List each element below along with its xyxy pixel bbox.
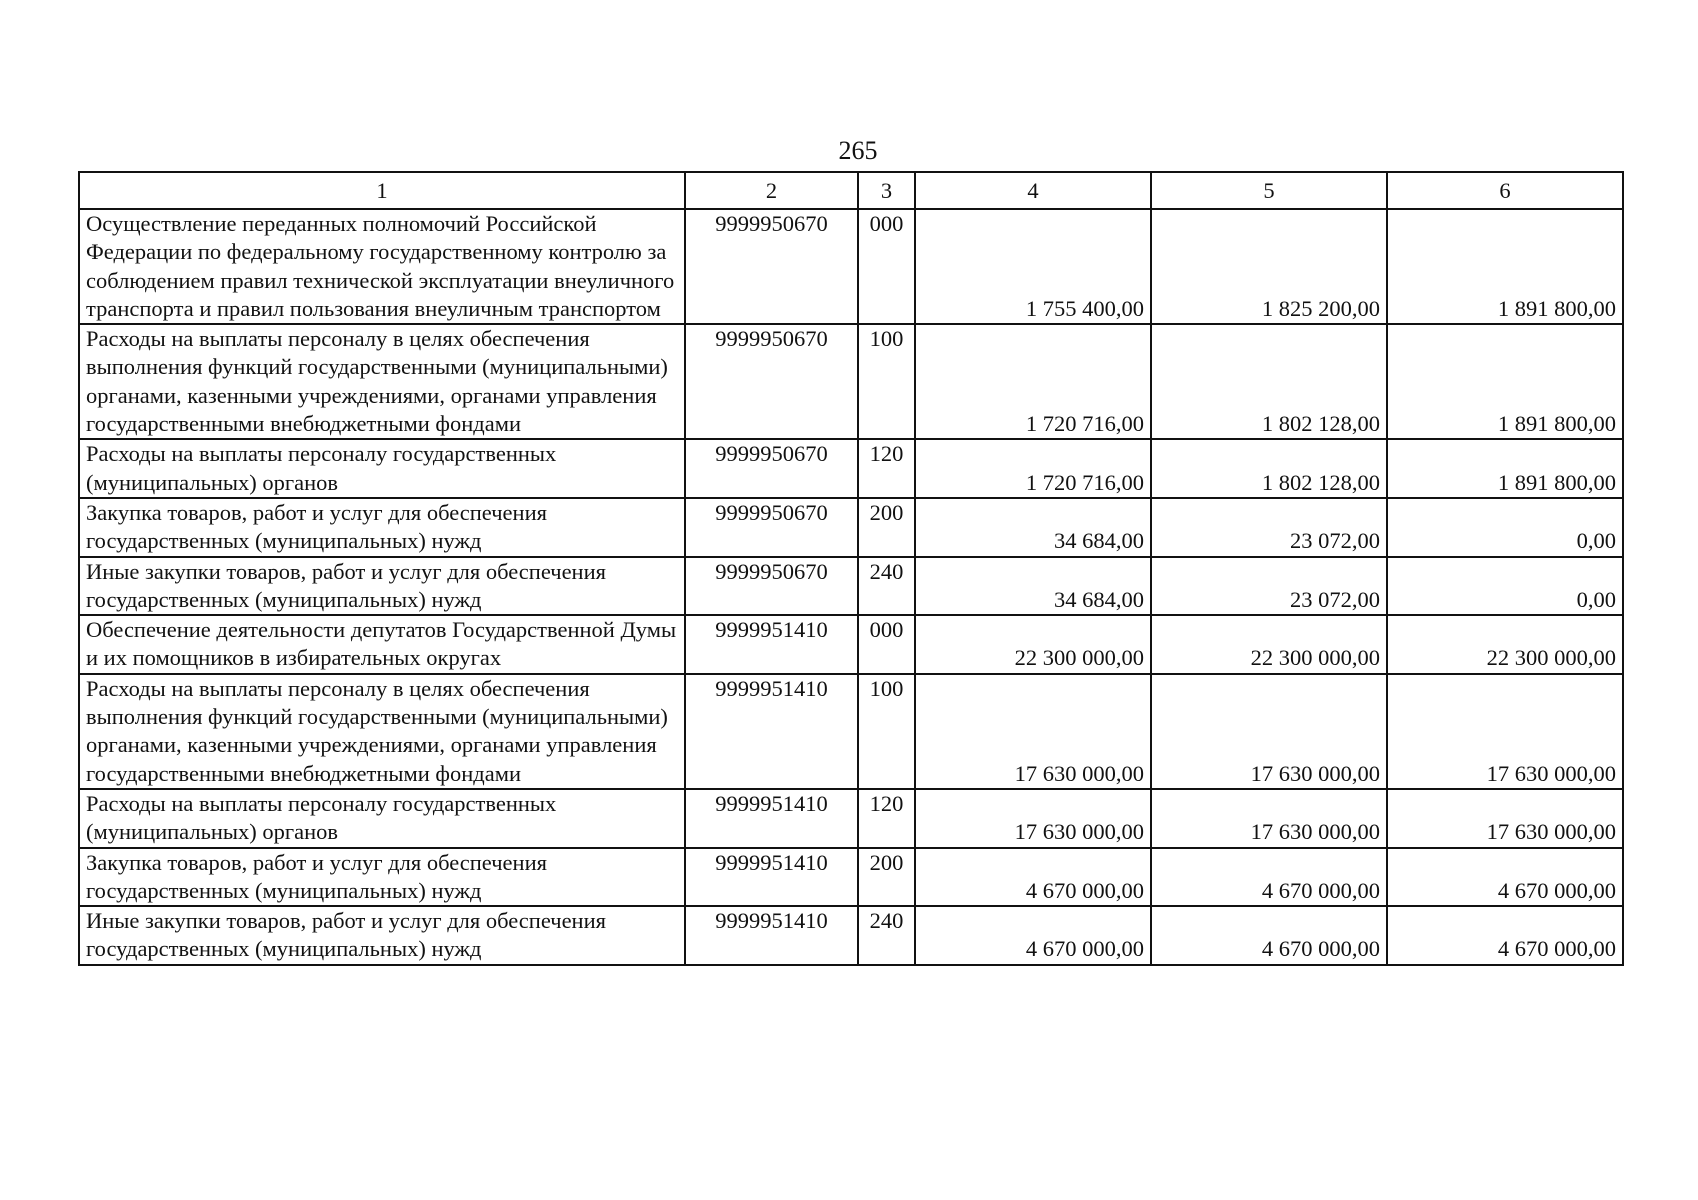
amount-col-6: 22 300 000,00 [1387,615,1623,674]
amount-col-6: 4 670 000,00 [1387,848,1623,907]
expense-type-code: 100 [858,674,915,789]
table-row [79,498,1623,557]
target-article-code: 9999950670 [685,439,858,498]
amount-col-5: 1 802 128,00 [1151,324,1387,439]
column-header: 5 [1151,172,1387,209]
expense-type-code: 240 [858,906,915,965]
amount-col-6: 1 891 800,00 [1387,324,1623,439]
amount-col-4: 22 300 000,00 [915,615,1151,674]
amount-col-4: 4 670 000,00 [915,848,1151,907]
target-article-code: 9999951410 [685,674,858,789]
expense-name: Иные закупки товаров, работ и услуг для обеспечения государственных (муниципальных) нужд [79,906,685,965]
expense-type-code: 200 [858,848,915,907]
expense-type-code: 200 [858,498,915,557]
column-header: 4 [915,172,1151,209]
expense-name: Расходы на выплаты персоналу государственных (муниципальных) органов [79,439,685,498]
amount-col-5: 17 630 000,00 [1151,674,1387,789]
amount-col-5: 1 825 200,00 [1151,209,1387,324]
expense-type-code: 000 [858,209,915,324]
column-header: 1 [79,172,685,209]
table-row [79,615,1623,674]
column-header: 6 [1387,172,1623,209]
amount-col-4: 34 684,00 [915,557,1151,616]
table-row [79,324,1623,439]
amount-col-5: 1 802 128,00 [1151,439,1387,498]
amount-col-6: 4 670 000,00 [1387,906,1623,965]
expense-type-code: 120 [858,789,915,848]
expense-name: Обеспечение деятельности депутатов Государственной Думы и их помощников в избирательных округах [79,615,685,674]
expense-type-code: 000 [858,615,915,674]
expense-name: Расходы на выплаты персоналу государственных (муниципальных) органов [79,789,685,848]
amount-col-4: 17 630 000,00 [915,789,1151,848]
expense-name: Расходы на выплаты персоналу в целях обеспечения выполнения функций государственными (муниципальными) органами, казенными учреждениями, органами управления государственными внебюджетными фондами [79,324,685,439]
amount-col-6: 0,00 [1387,557,1623,616]
amount-col-4: 1 720 716,00 [915,324,1151,439]
table-row [79,439,1623,498]
table-row [79,906,1623,965]
amount-col-4: 4 670 000,00 [915,906,1151,965]
table-row [79,789,1623,848]
target-article-code: 9999951410 [685,906,858,965]
target-article-code: 9999951410 [685,848,858,907]
amount-col-5: 23 072,00 [1151,498,1387,557]
expense-type-code: 100 [858,324,915,439]
target-article-code: 9999950670 [685,557,858,616]
column-header: 2 [685,172,858,209]
expense-type-code: 120 [858,439,915,498]
amount-col-6: 1 891 800,00 [1387,209,1623,324]
table-row [79,674,1623,789]
amount-col-6: 0,00 [1387,498,1623,557]
table-row [79,209,1623,324]
amount-col-4: 17 630 000,00 [915,674,1151,789]
target-article-code: 9999951410 [685,615,858,674]
amount-col-5: 17 630 000,00 [1151,789,1387,848]
expense-type-code: 240 [858,557,915,616]
expense-name: Закупка товаров, работ и услуг для обеспечения государственных (муниципальных) нужд [79,848,685,907]
page-number: 265 [838,136,878,165]
amount-col-5: 4 670 000,00 [1151,848,1387,907]
target-article-code: 9999950670 [685,209,858,324]
amount-col-5: 22 300 000,00 [1151,615,1387,674]
target-article-code: 9999951410 [685,789,858,848]
column-header: 3 [858,172,915,209]
amount-col-6: 17 630 000,00 [1387,789,1623,848]
budget-table [78,171,1624,966]
table-header-row [79,172,1623,209]
table-row [79,557,1623,616]
table-row [79,848,1623,907]
target-article-code: 9999950670 [685,498,858,557]
amount-col-4: 34 684,00 [915,498,1151,557]
amount-col-5: 23 072,00 [1151,557,1387,616]
target-article-code: 9999950670 [685,324,858,439]
expense-name: Осуществление переданных полномочий Российской Федерации по федеральному государственному контролю за соблюдением правил технической эксплуатации внеуличного транспорта и правил пользования внеуличным транспортом [79,209,685,324]
expense-name: Закупка товаров, работ и услуг для обеспечения государственных (муниципальных) нужд [79,498,685,557]
amount-col-6: 17 630 000,00 [1387,674,1623,789]
amount-col-5: 4 670 000,00 [1151,906,1387,965]
expense-name: Иные закупки товаров, работ и услуг для обеспечения государственных (муниципальных) нужд [79,557,685,616]
amount-col-6: 1 891 800,00 [1387,439,1623,498]
amount-col-4: 1 755 400,00 [915,209,1151,324]
amount-col-4: 1 720 716,00 [915,439,1151,498]
expense-name: Расходы на выплаты персоналу в целях обеспечения выполнения функций государственными (муниципальными) органами, казенными учреждениями, органами управления государственными внебюджетными фондами [79,674,685,789]
